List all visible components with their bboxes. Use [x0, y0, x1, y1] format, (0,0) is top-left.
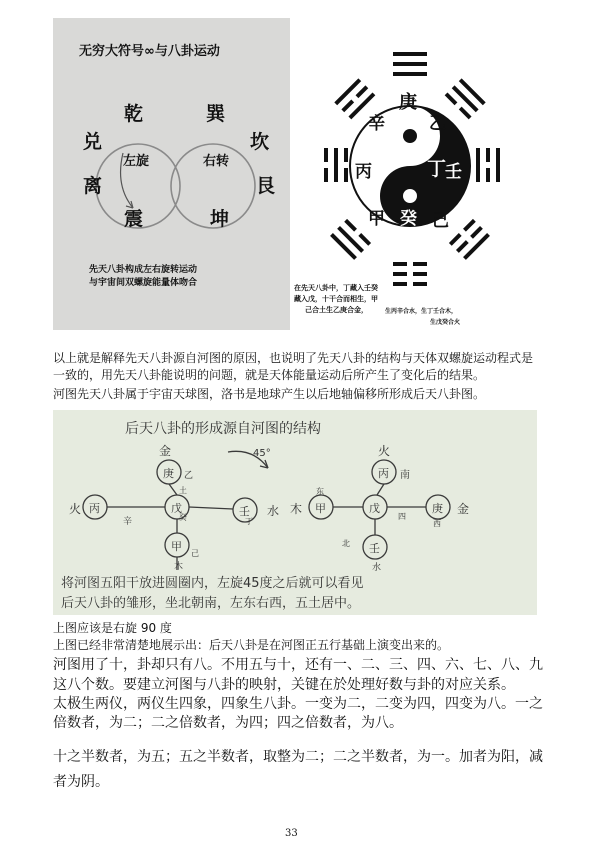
right-note-line4: 生戊癸合火: [430, 319, 461, 326]
left-caption-line2: 与宇宙间双螺旋能量体吻合: [89, 278, 198, 288]
trigram-right: [476, 148, 500, 182]
right-note-line2: 藏入戊，十干合而相生，甲: [294, 295, 378, 303]
label-dui: 兑: [83, 131, 103, 153]
paragraph3-line2: 这八个数。要建立河图与八卦的映射，关键在於处理好数与卦的对应关系。: [53, 677, 515, 693]
label-gen: 艮: [256, 175, 276, 197]
left-ren: 壬: [239, 505, 250, 518]
paragraph1-line2: 一致的，用先天八卦能说明的问题，就是天体能量运动后所产生了变化后的结果。: [53, 368, 486, 382]
left-bing: 丙: [89, 502, 100, 515]
stem-ren: 壬: [445, 162, 462, 182]
left-ji: 己: [191, 549, 199, 558]
left-image-title: 无穷大符号∞与八卦运动: [79, 44, 220, 59]
trigram-bottom: [393, 262, 427, 286]
left-ding: 丁: [245, 517, 253, 526]
label-left-turn: 左旋: [123, 154, 150, 169]
paragraph5-line2: 者为阴。: [53, 774, 109, 790]
trigram-top: [393, 52, 427, 76]
paragraph5-line1: 十之半数者，为五；五之半数者，取整为二；二之半数者，为一。加者为阳，减: [53, 749, 543, 765]
right-bei: 北: [342, 539, 350, 548]
paragraph4-line1: 太极生两仪，两仪生四象，四象生八卦。一变为二，二变为四，四变为八。一之: [53, 696, 543, 712]
stem-jia: 甲: [368, 209, 385, 229]
right-geng: 庚: [432, 502, 443, 515]
stem-bing: 丙: [355, 162, 372, 182]
stem-wu: 戊: [398, 230, 415, 250]
label-kun: 坤: [210, 208, 230, 230]
trigram-top-right: [445, 78, 486, 119]
right-dong: 东: [316, 487, 324, 496]
hand-title: 后天八卦的形成源自河图的结构: [125, 421, 321, 437]
taiji-stems-image: [290, 18, 537, 330]
handwritten-diagram-image: [53, 410, 537, 615]
hand-degree: 45°: [253, 448, 271, 459]
left-jia: 甲: [171, 540, 182, 553]
right-ren: 壬: [369, 542, 380, 555]
right-wu: 戊: [369, 502, 380, 515]
label-zhen: 震: [124, 208, 144, 230]
infinity-bagua-image: [53, 18, 290, 330]
left-huo: 火: [69, 502, 82, 516]
hand-bottom-line1: 将河图五阳干放进圆圈内，左旋45度之后就可以看见: [61, 576, 364, 591]
right-shui: 水: [372, 563, 382, 573]
label-kan: 坎: [250, 131, 270, 153]
left-mu: 木: [174, 562, 184, 572]
stem-ding: 丁: [427, 158, 447, 180]
right-note-line3: 己合土生乙庚合金，: [305, 306, 368, 314]
label-right-turn: 右转: [203, 154, 230, 169]
left-yi: 乙: [184, 471, 194, 481]
paragraph1-line1: 以上就是解释先天八卦源自河图的原因，也说明了先天八卦的结构与天体双螺旋运动程式是: [53, 351, 534, 365]
left-tu: 土: [179, 486, 187, 495]
left-geng: 庚: [163, 467, 174, 480]
right-mu: 木: [290, 502, 303, 516]
stem-xin: 辛: [368, 114, 385, 134]
right-xi-dir: 四: [398, 512, 406, 521]
paragraph3-line1: 河图用了十，卦却只有八。不用五与十，还有一、二、三、四、六、七、八、九: [53, 657, 543, 673]
left-shui: 水: [267, 504, 280, 518]
trigram-bottom-right: [449, 219, 490, 260]
stem-gui: 癸: [400, 209, 417, 229]
right-huo: 火: [378, 444, 391, 458]
paragraph2: 河图先天八卦属于宇宙天球图，洛书是地球产生以后地轴偏移所形成后天八卦图。: [53, 387, 486, 401]
trigram-bottom-left: [330, 219, 371, 260]
left-xin: 辛: [123, 517, 133, 527]
trigram-left: [324, 148, 348, 182]
left-caption-line1: 先天八卦构成左右旋转运动: [89, 265, 198, 275]
label-qian: 乾: [124, 103, 144, 125]
left-wu: 戊: [171, 502, 182, 515]
right-jia: 甲: [315, 502, 326, 515]
stem-yi: 乙: [429, 114, 446, 134]
label-li: 离: [83, 175, 103, 197]
right-bing: 丙: [378, 467, 389, 480]
left-gui: 癸: [179, 513, 187, 522]
stem-ji: 己: [432, 211, 449, 231]
right-note-line1: 在先天八卦中，丁藏入壬癸: [294, 284, 378, 292]
paragraph4-line2: 倍数者，为二；二之倍数者，为四；四之倍数者，为八。: [53, 715, 403, 731]
right-nan: 南: [400, 470, 410, 481]
stem-geng: 庚: [399, 92, 417, 113]
right-xi: 西: [433, 519, 441, 528]
hand-bottom-line2: 后天八卦的雏形，坐北朝南，左东右西，五土居中。: [61, 596, 361, 611]
left-jin: 金: [159, 444, 172, 458]
note-clear: 上图已经非常清楚地展示出：后天八卦是在河图正五行基础上演变出来的。: [53, 638, 450, 652]
label-xun: 巽: [206, 103, 226, 125]
right-note-line3b: 生丙辛合水，生丁壬合木，: [385, 308, 458, 315]
page-number: 33: [285, 828, 298, 839]
right-jin: 金: [457, 502, 470, 516]
note-rotation: 上图应该是右旋 90 度: [53, 621, 172, 635]
